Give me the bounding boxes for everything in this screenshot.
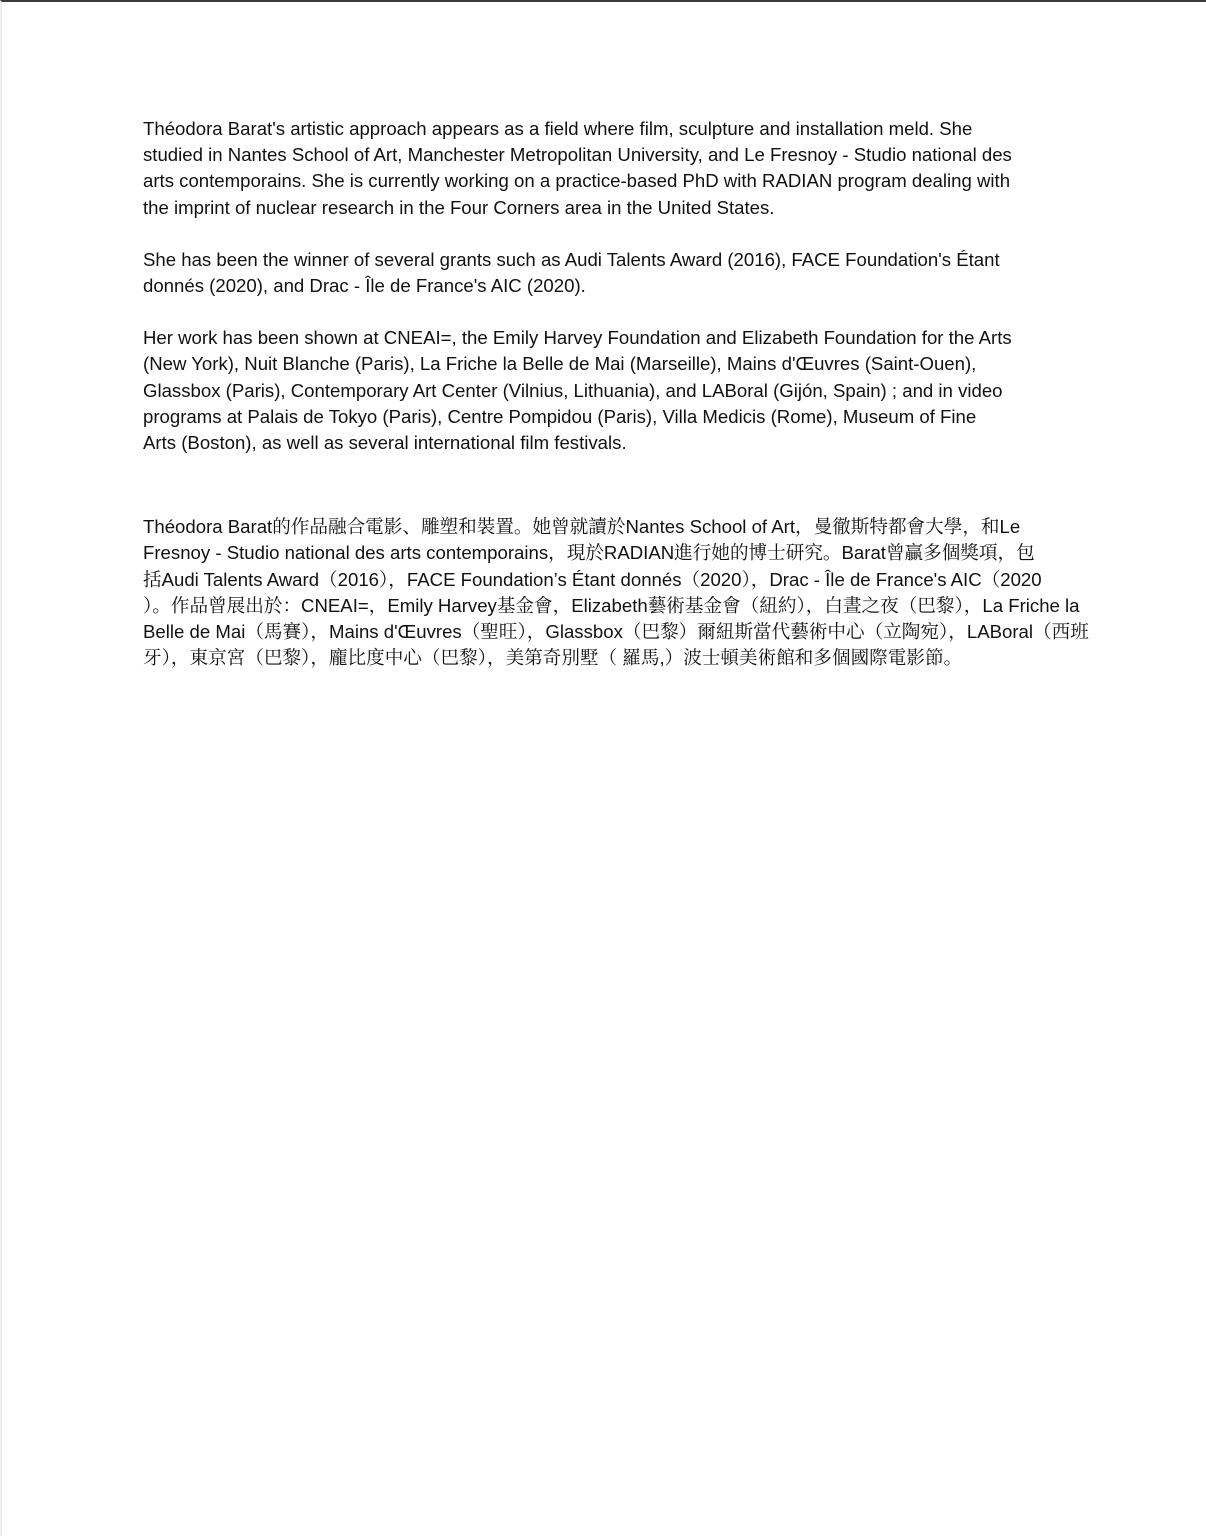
bio-paragraph-exhibitions — [143, 325, 1073, 456]
text-line: Belle de Mai（馬賽），Mains d'Œuvres（聖旺），Glassbox（巴黎）爾紐斯當代藝術中心（立陶宛），LABoral（西班 — [143, 621, 1089, 643]
text-line: 括Audi Talents Award（2016），FACE Foundation’s Étant donnés（2020），Drac - Île de France's AIC（2020 — [143, 568, 1042, 590]
paragraph-spacer — [143, 221, 1073, 247]
paragraph-spacer — [143, 299, 1073, 325]
text-line: 牙），東京宮（巴黎），龐比度中心（巴黎），美第奇別墅（ 羅馬,）波士頓美術館和多個國際電影節。 — [143, 647, 963, 669]
bio-paragraph-chinese — [143, 514, 1089, 671]
text-line: (New York), Nuit Blanche (Paris), La Friche la Belle de Mai (Marseille), Mains d'Œuvres (Saint-Ouen), — [143, 353, 977, 375]
text-line: She has been the winner of several grants such as Audi Talents Award (2016), FACE Foundation's Étant — [143, 248, 1000, 270]
bio-paragraph-intro — [143, 116, 1073, 221]
text-line: programs at Palais de Tokyo (Paris), Centre Pompidou (Paris), Villa Medicis (Rome), Museum of Fine — [143, 405, 977, 427]
text-line: ）。作品曾展出於：CNEAI=，Emily Harvey基金會，Elizabeth藝術基金會（紐約），白晝之夜（巴黎），La Friche la — [143, 594, 1080, 616]
bio-paragraph-grants — [143, 247, 1073, 299]
section-spacer — [143, 456, 1073, 514]
text-line: the imprint of nuclear research in the Four Corners area in the United States. — [143, 196, 775, 218]
text-line: Théodora Barat的作品融合電影、雕塑和裝置。她曾就讀於Nantes School of Art，曼徹斯特都會大學，和Le — [143, 516, 1021, 538]
text-line: Théodora Barat's artistic approach appears as a field where film, sculpture and installation meld. She — [143, 118, 973, 139]
document-body — [143, 116, 1089, 671]
text-line: Glassbox (Paris), Contemporary Art Center (Vilnius, Lithuania), and LABoral (Gijón, Spain) ; and in video — [143, 379, 1003, 401]
text-line: studied in Nantes School of Art, Manchester Metropolitan University, and Le Fresnoy - Studio national des — [143, 144, 1012, 166]
text-line: Fresnoy - Studio national des arts contemporains，現於RADIAN進行她的博士研究。Barat曾贏多個獎項，包 — [143, 542, 1035, 564]
text-line: Her work has been shown at CNEAI=, the Emily Harvey Foundation and Elizabeth Foundation for the Arts — [143, 327, 1012, 349]
text-line: donnés (2020), and Drac - Île de France's AIC (2020). — [143, 275, 586, 297]
text-line: Arts (Boston), as well as several international film festivals. — [143, 432, 627, 454]
text-line: arts contemporains. She is currently working on a practice-based PhD with RADIAN program dealing with — [143, 170, 1011, 192]
